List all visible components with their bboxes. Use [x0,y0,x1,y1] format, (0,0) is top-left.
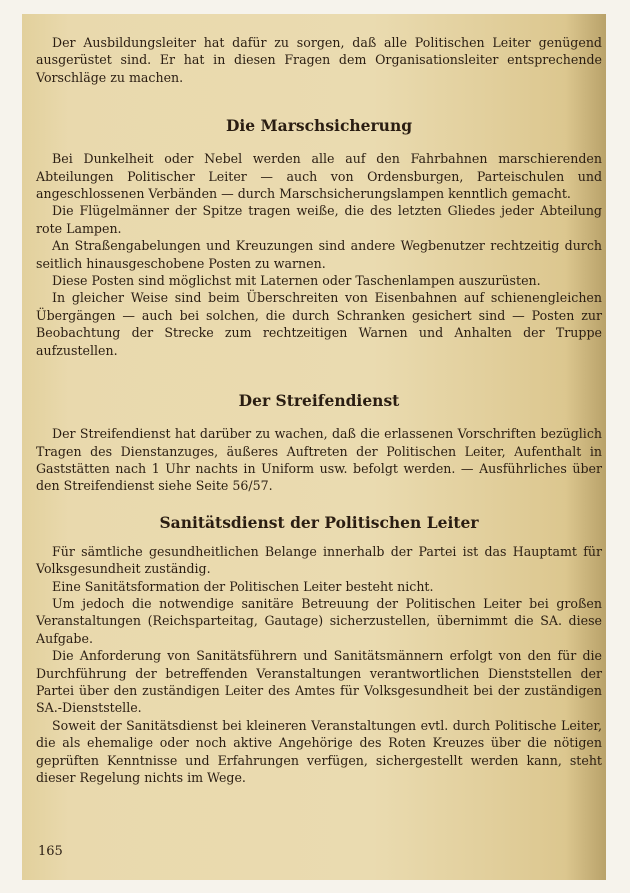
paragraph: In gleicher Weise sind beim Überschreiten von Eisenbahnen auf schienengleichen Übergängen — auch bei solchen, die durch Schranken gesichert sind — Posten zur Beobachtung der Strecke zum rechtzeitigen Warnen und Anhalten der Truppe aufzustellen. [36,290,602,358]
paragraph: Für sämtliche gesundheitlichen Belange innerhalb der Partei ist das Hauptamt für Volksgesundheit zuständig. [36,543,602,577]
book-page [22,14,606,880]
paragraph: Eine Sanitätsformation der Politischen Leiter besteht nicht. [52,578,434,594]
section-title-sanitaetsdienst: Sanitätsdienst der Politischen Leiter [159,512,479,532]
paragraph: Die Flügelmänner der Spitze tragen weiße, die des letzten Gliedes jeder Abteilung rote Lampen. [36,203,602,236]
paragraph: Diese Posten sind möglichst mit Laternen oder Taschenlampen auszurüsten. [52,273,541,289]
section-title-streifendienst: Der Streifendienst [238,391,400,411]
paragraph: Um jedoch die notwendige sanitäre Betreuung der Politischen Leiter bei großen Veranstaltungen (Reichsparteitag, Gautage) sicherzustellen, übernimmt die SA. diese Aufgabe. [36,595,602,646]
paragraph: Die Anforderung von Sanitätsführern und Sanitätsmännern erfolgt von den für die Durchführung der betreffenden Veranstaltungen verantwortlichen Dienststellen der Partei über den zuständigen Leiter des Amtes für Volksgesundheit bei der zuständigen SA.-Dienststelle. [36,648,602,716]
page-number: 165 [38,844,63,859]
intro-paragraph: Der Ausbildungsleiter hat dafür zu sorgen, daß alle Politischen Leiter genügend ausgerüstet sind. Er hat in diesen Fragen dem Organisationsleiter entsprechende Vorschläge zu machen. [36,35,602,85]
paragraph: An Straßengabelungen und Kreuzungen sind andere Wegbenutzer rechtzeitig durch seitlich hinausgeschobene Posten zu warnen. [36,238,602,271]
section-title-marschsicherung: Die Marschsicherung [225,116,413,136]
page-content [36,34,602,786]
paragraph: Der Streifendienst hat darüber zu wachen, daß die erlassenen Vorschriften bezüglich Tragen des Dienstanzuges, äußeres Auftreten der Politischen Leiter, Aufenthalt in Gaststätten nach 1 Uhr nachts in Uniform usw. befolgt werden. — Ausführliches über den Streifendienst siehe Seite 56/57. [36,426,602,494]
paragraph: Bei Dunkelheit oder Nebel werden alle auf den Fahrbahnen marschierenden Abteilungen Politischer Leiter — auch von Ordensburgen, Parteischulen und angeschlossenen Verbänden — durch Marschsicherungslampen kenntlich gemacht. [36,151,602,202]
paragraph: Soweit der Sanitätsdienst bei kleineren Veranstaltungen evtl. durch Politische Leiter, die als ehemalige oder noch aktive Angehörige des Roten Kreuzes über die nötigen geprüften Kenntnisse und Erfahrungen verfügen, sichergestellt werden kann, steht dieser Regelung nichts im Wege. [36,717,602,785]
